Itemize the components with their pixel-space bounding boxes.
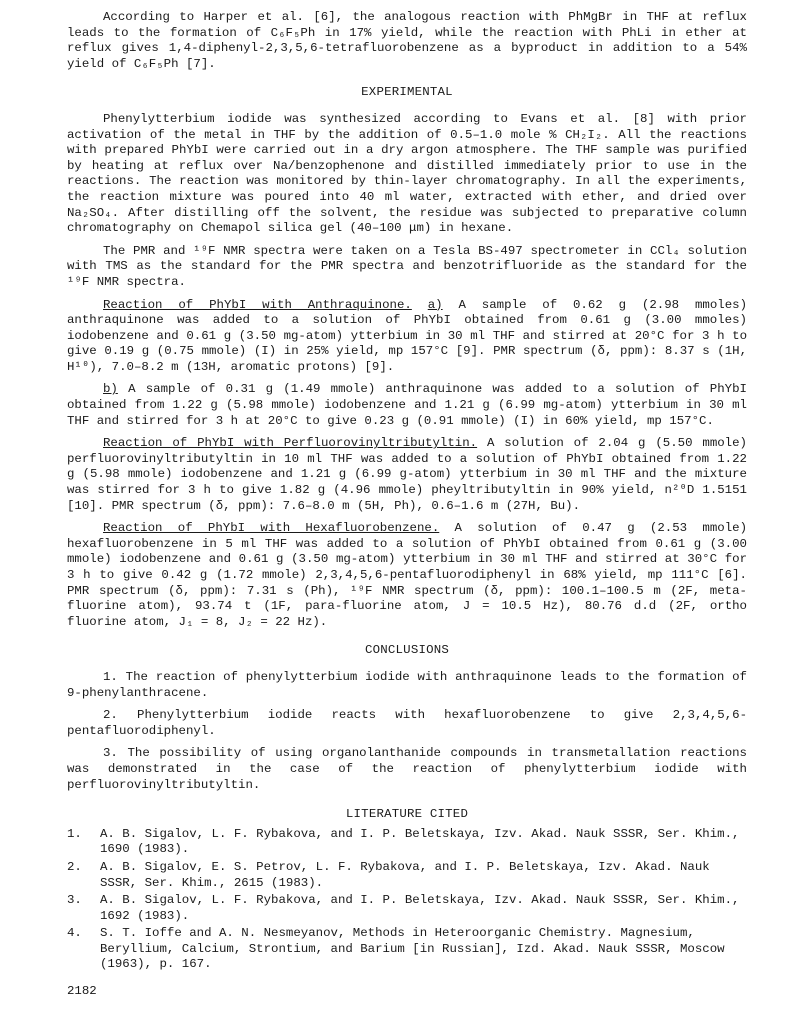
page-number: 2182 — [67, 984, 97, 998]
perfluorovinyl-paragraph — [67, 436, 747, 514]
reference-text: A. B. Sigalov, E. S. Petrov, L. F. Rybakova, and I. P. Beletskaya, Izv. Akad. Nauk SSSR, Ser. Khim., 2615 (1983). — [100, 859, 710, 890]
experimental-heading: EXPERIMENTAL — [361, 85, 453, 100]
reference-text: A. B. Sigalov, L. F. Rybakova, and I. P. Beletskaya, Izv. Akad. Nauk SSSR, Ser. Khim., 1692 (1983). — [100, 893, 740, 923]
experimental-paragraph-1: Phenylytterbium iodide was synthesized according to Evans et al. [8] with prior activation of the metal in THF by the addition of 0.5–1.0 mole % CH₂I₂. All the reactions with prepared PhYbI were carried out in a dry argon atmosphere. The THF sample was purified by heating at reflux over Na/benzophenone and distilled immediately prior to use in the reactions. The reaction was monitored by thin-layer chromatography. In all the experiments, the reaction mixture was poured into 40 ml water, extracted with ether, and dried over Na₂SO₄. After distilling off the solvent, the residue was subjected to preparative column chromatography on Chemapol silica gel (40–100 μm) in hexane. — [67, 111, 747, 236]
perfluorovinyl-text: A solution of 2.04 g (5.50 mmole) perfluorovinyltributyltin in 10 ml THF was added to a solution of PhYbI obtained from 1.22 g (5.98 mmole) iodobenzene and 1.21 g (6.99 g-atom) ytterbium in 30 ml THF and the mixture was stirred for 3 h to give 1.82 g (4.96 mmole) pheyltributyltin in 90% yield, n²⁰D 1.5151 [10]. PMR spectrum (δ, ppm): 7.6–8.0 m (5H, Ph), 0.6–1.6 m (27H, Bu). — [67, 436, 747, 513]
part-b-label: b) — [103, 382, 118, 397]
page-body — [67, 10, 747, 975]
reference-text: A. B. Sigalov, L. F. Rybakova, and I. P. Beletskaya, Izv. Akad. Nauk SSSR, Ser. Khim., 1690 (1983). — [100, 826, 740, 857]
anthraquinone-text-b: A sample of 0.31 g (1.49 mmole) anthraquinone was added to a solution of PhYbI obtained from 1.22 g (5.98 mmole) iodobenzene and 1.21 g (6.99 mg-atom) ytterbium in 30 ml THF and stirred for 3 h at 20°C to give 0.23 g (0.91 mmole) (I) in 60% yield, mp 157°C. — [67, 382, 747, 428]
hexafluorobenzene-text: A solution of 0.47 g (2.53 mmole) hexafluorobenzene in 5 ml THF was added to a solution of PhYbI obtained from 0.61 g (3.00 mmole) iodobenzene and 0.61 g (3.50 mg-atom) ytterbium in 30 ml THF and stirred at 30°C for 3 h to give 0.42 g (1.72 mmole) 2,3,4,5,6-pentafluorodiphenyl in 68% yield, mp 111°C [6]. PMR spectrum (δ, ppm): 7.31 s (Ph), ¹⁹F NMR spectrum (δ, ppm): 100.1–100.5 m (2F, meta-fluorine atom), 93.74 t (1F, para-fluorine atom, J = 10.5 Hz), 80.76 d.d (2F, ortho fluorine atom, J₁ = 8, J₂ = 22 Hz). — [67, 521, 748, 629]
anthraquinone-title: Reaction of PhYbI with Anthraquinone. — [103, 297, 412, 312]
reference-number: 2. — [67, 859, 82, 874]
reference-text: S. T. Ioffe and A. N. Nesmeyanov, Methods in Heteroorganic Chemistry. Magnesium, Beryllium, Calcium, Strontium, and Barium [in Russian], Izd. Akad. Nauk SSSR, Moscow (1963), p. 167. — [100, 926, 725, 972]
reference-item — [67, 926, 747, 973]
part-a-label: a) — [427, 297, 443, 312]
reference-number: 1. — [67, 826, 82, 841]
perfluorovinyl-title: Reaction of PhYbI with Perfluorovinyltributyltin. — [103, 436, 478, 451]
conclusion-item: 2. Phenylytterbium iodide reacts with hexafluorobenzene to give 2,3,4,5,6-pentafluorodiphenyl. — [67, 708, 747, 738]
conclusion-item: 1. The reaction of phenylytterbium iodide with anthraquinone leads to the formation of 9-phenylanthracene. — [67, 669, 747, 700]
reference-item — [67, 860, 747, 891]
literature-heading: LITERATURE CITED — [345, 807, 469, 822]
anthraquinone-paragraph-b — [67, 382, 747, 429]
anthraquinone-text-a: A sample of 0.62 g (2.98 mmoles) anthraquinone was added to a solution of PhYbI obtained from 0.61 g (3.00 mmoles) iodobenzene and 0.61 g (3.50 mg-atom) ytterbium in 30 ml THF and stirred at 20°C for 3 h to give 0.19 g (0.75 mmole) (I) in 25% yield, mp 157°C [9]. PMR spectrum (δ, ppm): 8.37 s (1H, H¹⁰), 7.0–8.2 m (13H, aromatic protons) [9]. — [67, 297, 748, 374]
reference-number: 4. — [67, 926, 82, 941]
conclusion-item: 3. The possibility of using organolanthanide compounds in transmetallation reactions was demonstrated in the case of the reaction of phenylytterbium iodide with perfluorovinyltributyltin. — [67, 746, 747, 792]
intro-paragraph: According to Harper et al. [6], the analogous reaction with PhMgBr in THF at reflux leads to the formation of C₆F₅Ph in 17% yield, while the reaction with PhLi in ether at reflux gives 1,4-diphenyl-2,3,5,6-tetrafluorobenzene as a byproduct in addition to a 54% yield of C₆F₅Ph [7]. — [67, 10, 747, 71]
reference-number: 3. — [67, 893, 82, 908]
reference-item — [67, 827, 747, 858]
reference-list — [67, 827, 747, 973]
hexafluorobenzene-title: Reaction of PhYbI with Hexafluorobenzene. — [103, 521, 440, 536]
experimental-paragraph-2: The PMR and ¹⁹F NMR spectra were taken on a Tesla BS-497 spectrometer in CCl₄ solution with TMS as the standard for the PMR spectra and benzotrifluoride as the standard for the ¹⁹F NMR spectra. — [67, 243, 747, 289]
anthraquinone-paragraph-a — [67, 298, 747, 376]
hexafluorobenzene-paragraph — [67, 521, 747, 630]
conclusions-heading: CONCLUSIONS — [365, 643, 449, 658]
reference-item — [67, 893, 747, 924]
